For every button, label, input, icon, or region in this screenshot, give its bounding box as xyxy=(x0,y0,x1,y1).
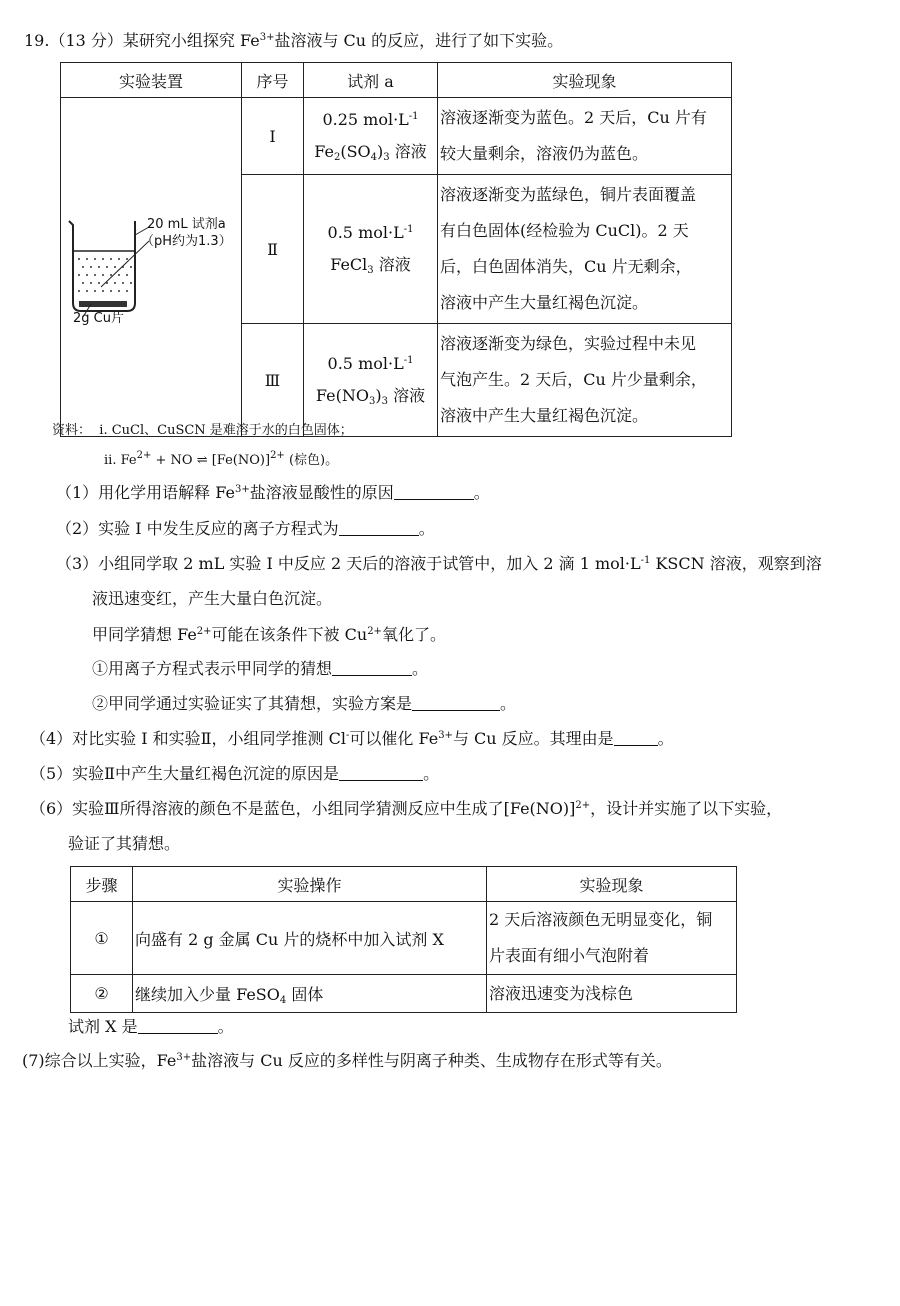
phenomenon-cell: 溶液逐渐变为蓝绿色，铜片表面覆盖 有白色固体(经检验为 CuCl)。2 天 后，白色固体消失，Cu 片无剩余， 溶液中产生大量红褐色沉淀。 xyxy=(438,175,732,324)
step-number: ① xyxy=(71,902,133,975)
experiment-table xyxy=(60,62,732,437)
operation-cell: 向盛有 2 g 金属 Cu 片的烧杯中加入试剂 X xyxy=(133,902,487,975)
apparatus-cell xyxy=(61,98,242,437)
answer-blank-3-1[interactable] xyxy=(332,659,412,676)
header-number: 序号 xyxy=(242,63,304,98)
note-ii: ⅱ. $Fe^{2+}$ + NO ⇌ $[Fe(NO)]^{2+}$ (棕色)。 xyxy=(104,450,339,468)
question-3-line-3: 甲同学猜想 $Fe^{2+}$可能在该条件下被 $Cu^{2+}$氧化了。 xyxy=(92,625,446,644)
table-row xyxy=(71,975,737,1013)
reagent-cell: 0.25 $mol\cdot L^{-1}$ $Fe_2(SO_4)_3$ 溶液 xyxy=(304,98,438,175)
answer-blank-1[interactable] xyxy=(394,483,474,500)
header-reagent: 试剂 a xyxy=(304,63,438,98)
question-3-line-1: （3）小组同学取 2 mL 实验 I 中反应 2 天后的溶液于试管中，加入 2 滴 1 $mol\cdot L^{-1}$ KSCN 溶液，观察到溶 xyxy=(56,554,822,573)
header-phenomenon: 实验现象 xyxy=(438,63,732,98)
question-1: （1）用化学用语解释 $Fe^{3+}$盐溶液显酸性的原因 。 xyxy=(56,483,490,502)
apparatus-label-ph: （pH约为1.3） xyxy=(141,234,232,249)
answer-blank-6[interactable] xyxy=(138,1017,218,1034)
apparatus-label-copper: 2g Cu片 xyxy=(73,311,124,326)
beaker-diagram xyxy=(61,207,241,327)
answer-blank-5[interactable] xyxy=(339,764,423,781)
header-operation: 实验操作 xyxy=(133,867,487,902)
header-apparatus: 实验装置 xyxy=(61,63,242,98)
reagent-cell: 0.5 $mol\cdot L^{-1}$ FeCl$_3$ 溶液 xyxy=(304,175,438,324)
operation-cell: 继续加入少量 FeSO$_4$ 固体 xyxy=(133,975,487,1013)
answer-blank-4[interactable] xyxy=(614,729,658,746)
row-number: Ⅰ xyxy=(242,98,304,175)
row-number: Ⅱ xyxy=(242,175,304,324)
header-step: 步骤 xyxy=(71,867,133,902)
answer-blank-2[interactable] xyxy=(339,519,419,536)
table-row xyxy=(71,902,737,975)
question-3-line-2: 液迅速变红，产生大量白色沉淀。 xyxy=(92,589,333,608)
question-2: （2）实验 I 中发生反应的离子方程式为 。 xyxy=(56,519,435,538)
reagent-x-question: 试剂 X 是 。 xyxy=(68,1017,234,1036)
note-label: 资料： xyxy=(52,423,92,438)
verification-table xyxy=(70,866,737,1013)
answer-blank-3-2[interactable] xyxy=(412,694,500,711)
question-6-line-2: 验证了其猜想。 xyxy=(68,834,181,853)
question-7: (7)综合以上实验，$Fe^{3+}$盐溶液与 Cu 反应的多样性与阴离子种类、生成物存在形式等有关。 xyxy=(22,1051,672,1070)
equilibrium-arrow-icon: ⇌ xyxy=(196,453,208,468)
phenomenon-cell: 2 天后溶液颜色无明显变化，铜 片表面有细小气泡附着 xyxy=(487,902,737,975)
table-header-row xyxy=(71,867,737,902)
table-header-row xyxy=(61,63,732,98)
phenomenon-cell: 溶液逐渐变为绿色，实验过程中未见 气泡产生。2 天后，Cu 片少量剩余， 溶液中产生大量红褐色沉淀。 xyxy=(438,324,732,437)
question-3-sub-1: ①用离子方程式表示甲同学的猜想 。 xyxy=(92,659,429,678)
question-3-sub-2: ②甲同学通过实验证实了其猜想，实验方案是 。 xyxy=(92,694,517,713)
question-6-line-1: （6）实验Ⅲ所得溶液的颜色不是蓝色，小组同学猜测反应中生成了$[Fe(NO)]^{2+}$，设计并实施了以下实验， xyxy=(30,799,783,818)
phenomenon-cell: 溶液迅速变为浅棕色 xyxy=(487,975,737,1013)
header-phenomenon: 实验现象 xyxy=(487,867,737,902)
question-4: （4）对比实验 I 和实验Ⅱ，小组同学推测 Cl-可以催化 $Fe^{3+}$与 Cu 反应。其理由是 。 xyxy=(30,729,674,748)
reagent-cell: 0.5 $mol\cdot L^{-1}$ $Fe(NO_3)_3$ 溶液 xyxy=(304,324,438,437)
question-score: （13 分） xyxy=(49,31,123,50)
question-header: 19.（13 分）某研究小组探究 $Fe^{3+}$盐溶液与 Cu 的反应，进行了如下实验。 xyxy=(24,31,564,50)
phenomenon-cell: 溶液逐渐变为蓝色。2 天后，Cu 片有 较大量剩余，溶液仍为蓝色。 xyxy=(438,98,732,175)
step-number: ② xyxy=(71,975,133,1013)
note-i: 资料： ⅰ. CuCl、CuSCN 是难溶于水的白色固体； xyxy=(52,423,353,438)
question-5: （5）实验Ⅱ中产生大量红褐色沉淀的原因是 。 xyxy=(30,764,440,783)
table-row xyxy=(61,98,732,175)
row-number: Ⅲ xyxy=(242,324,304,437)
apparatus-label-volume: 20 mL 试剂a xyxy=(147,217,226,232)
question-number: 19. xyxy=(24,31,50,50)
